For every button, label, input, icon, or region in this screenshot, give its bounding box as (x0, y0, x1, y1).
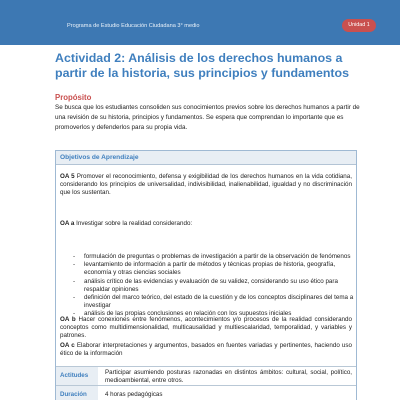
oaa-code: OA a (60, 220, 75, 227)
oaa-bullet-item: - análisis de las propias conclusiones en relación con los supuestos iniciales (84, 310, 354, 318)
oaa-bullet-list (84, 253, 354, 319)
activity-title: Actividad 2: Análisis de los derechos humanos a partir de la historia, sus principios y fundamentos (55, 51, 349, 80)
duration-row (56, 386, 356, 400)
oaa-bullet-item: - definición del marco teórico, del estado de la cuestión y de los conceptos disciplinares del tema a investigar (84, 294, 354, 310)
oab-paragraph (60, 316, 352, 341)
attitudes-text: Participar asumiendo posturas razonadas en distintos ámbitos: cultural, social, político, medioambiental, entre otros. (105, 369, 352, 384)
duration-label: Duración (56, 386, 98, 400)
oaa-bullet-item: - levantamiento de información a partir de métodos y técnicas propias de historia, geografía, economía y otras ciencias sociales (84, 261, 354, 277)
attitudes-label: Actitudes (56, 367, 98, 385)
program-label: Programa de Estudio Educación Ciudadana 3° medio (67, 23, 200, 29)
oaa-bullet-item: - formulación de preguntas o problemas de investigación a partir de la observación de fenómenos (84, 253, 354, 261)
oaa-text: Investigar sobre la realidad considerando: (76, 220, 193, 227)
purpose-heading: Propósito (55, 93, 92, 102)
oab-code: OA b (60, 316, 76, 323)
oaa-paragraph (60, 220, 352, 228)
header-bar (0, 0, 400, 45)
oac-code: OA c (60, 342, 75, 349)
objectives-table (55, 150, 357, 400)
objectives-heading: Objetivos de Aprendizaje (56, 151, 356, 165)
purpose-text: Se busca que los estudiantes consoliden sus conocimientos previos sobre los derechos humanos a partir de una revisión de su historia, principios y fundamentos. Se espera que comprendan lo importante que es promoverlos y defenderlos para su propia vida. (55, 104, 360, 131)
oa5-text: Promover el reconocimiento, defensa y exigibilidad de los derechos humanos en la vida cotidiana, considerando los principios de universalidad, indivisibilidad, inalienabilidad, igualdad y no discriminación que los sustentan. (60, 173, 352, 197)
oa5-paragraph (60, 173, 352, 198)
attitudes-row (56, 367, 356, 386)
duration-text: 4 horas pedagógicas (105, 391, 163, 398)
objectives-content (56, 165, 356, 367)
oab-text: Hacer conexiones entre fenómenos, acontecimientos y/o procesos de la realidad considerando conceptos como multidimensionalidad, multicausalidad y multiescalaridad, temporalidad, y variables y patrones. (60, 316, 352, 340)
oac-text: Elaborar interpretaciones y argumentos, basados en fuentes variadas y pertinentes, haciendo uso ético de la información (60, 342, 352, 358)
oaa-bullet-item: - análisis crítico de las evidencias y evaluación de su validez, considerando su uso ético para respaldar opiniones (84, 278, 354, 294)
oac-paragraph (60, 342, 352, 358)
unit-badge: Unidad 1 (342, 19, 376, 32)
oa5-code: OA 5 (60, 173, 75, 180)
